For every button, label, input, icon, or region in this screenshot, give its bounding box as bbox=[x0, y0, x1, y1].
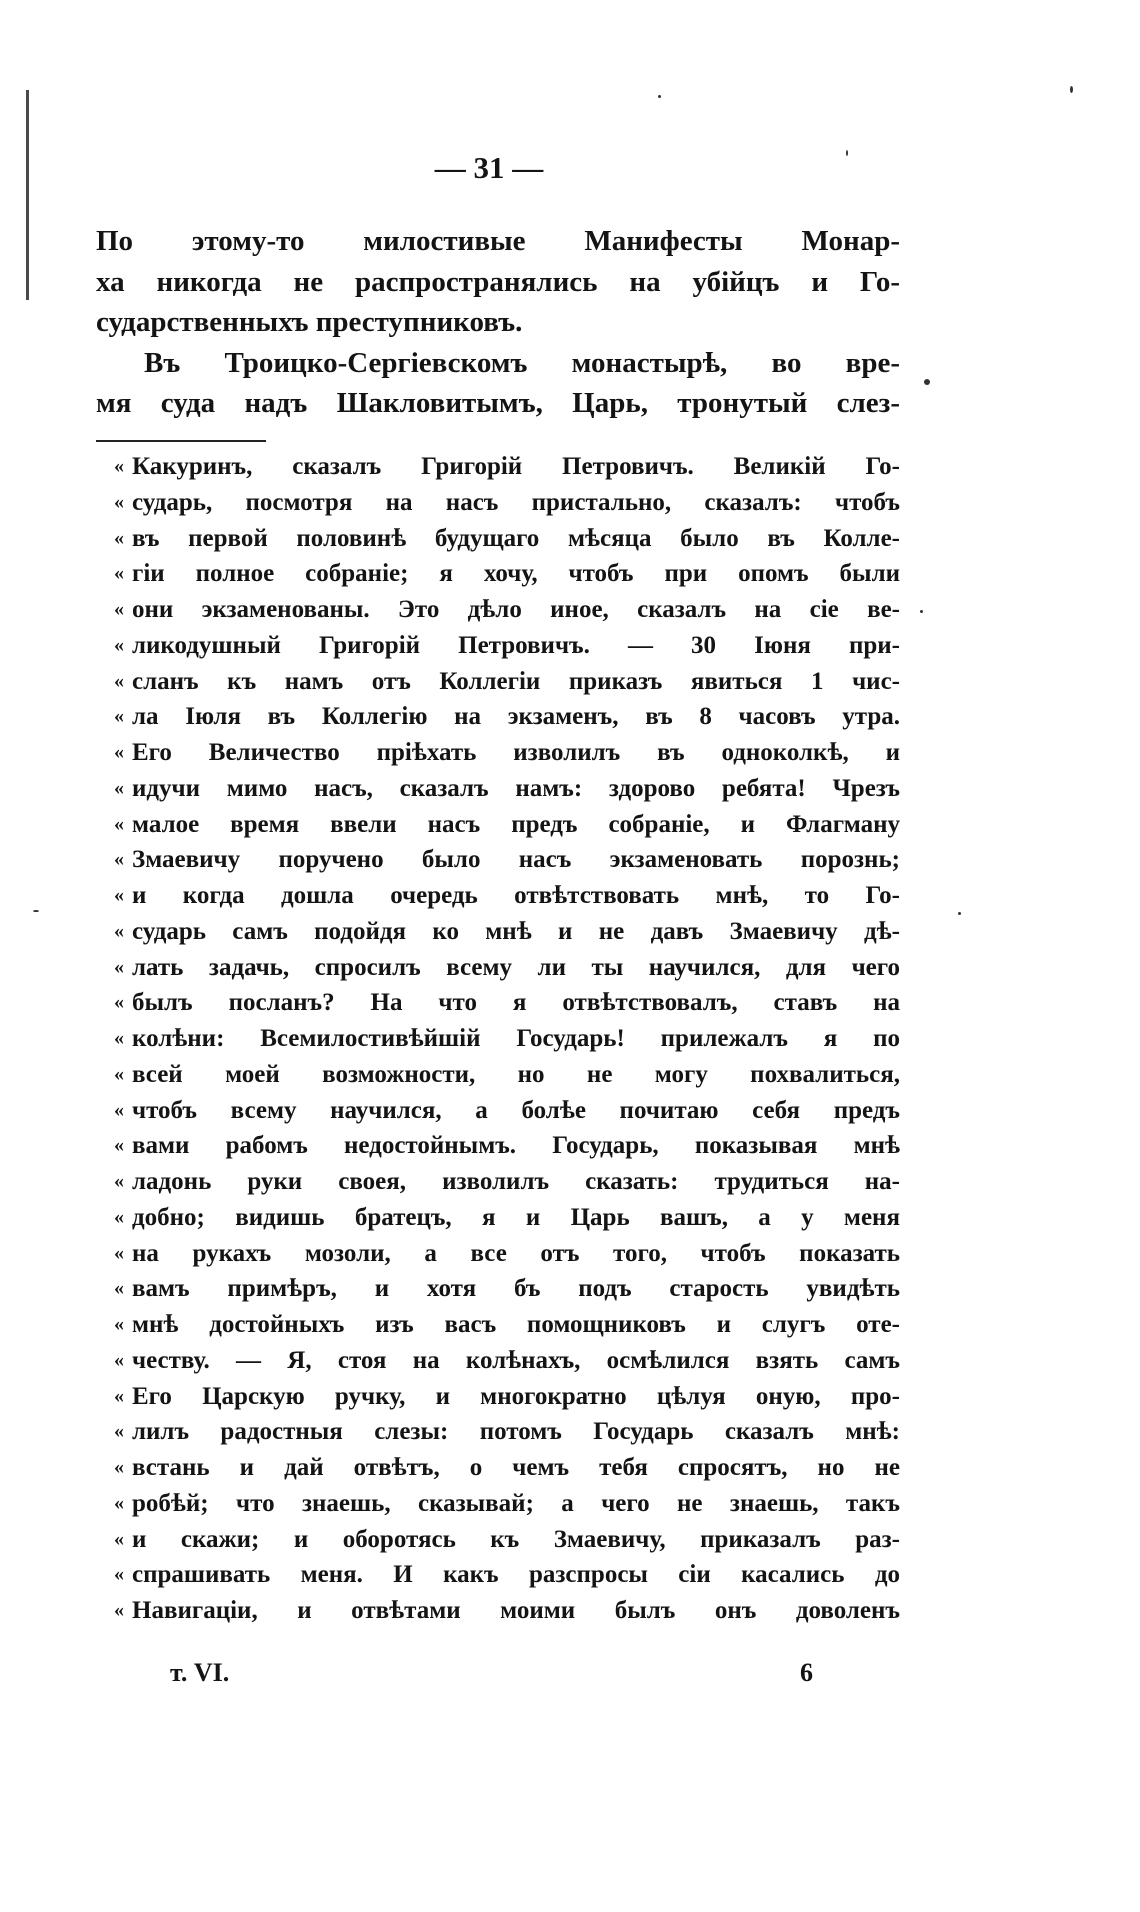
footnote-line: « и скажи; и оборотясь къ Змаевичу, приказалъ раз- bbox=[132, 1522, 900, 1558]
footnote-line: « они экзаменованы. Это дѣло иное, сказалъ на сіе ве- bbox=[132, 592, 900, 628]
scan-speck bbox=[958, 912, 961, 915]
scan-speck bbox=[33, 910, 39, 912]
footnote-line: « былъ посланъ? На что я отвѣтствовалъ, ставъ на bbox=[132, 985, 900, 1021]
footnote-line: « сударь самъ подойдя ко мнѣ и не давъ Змаевичу дѣ- bbox=[132, 914, 900, 950]
main-text bbox=[96, 221, 900, 424]
footnote-line: « вамъ примѣръ, и хотя бъ подъ старость увидѣть bbox=[132, 1271, 900, 1307]
scan-edge-mark bbox=[26, 90, 29, 300]
scan-speck bbox=[924, 379, 930, 385]
footnote-line: « Его Величество пріѣхать изволилъ въ одноколкѣ, и bbox=[132, 735, 900, 771]
page-number: — 31 — bbox=[434, 150, 544, 185]
footnote-line: « Змаевичу поручено было насъ экзаменовать порознь; bbox=[132, 842, 900, 878]
footnote-line: « на рукахъ мозоли, а все отъ того, чтобъ показать bbox=[132, 1236, 900, 1272]
footnote-line: « гіи полное собраніе; я хочу, чтобъ при опомъ были bbox=[132, 556, 900, 592]
footnote-line: « вами рабомъ недостойнымъ. Государь, показывая мнѣ bbox=[132, 1128, 900, 1164]
footnote-line: « лать задачь, спросилъ всему ли ты научился, для чего bbox=[132, 950, 900, 986]
scan-speck bbox=[1070, 86, 1073, 93]
footnote-line: « встань и дай отвѣтъ, о чемъ тебя спросятъ, но не bbox=[132, 1450, 900, 1486]
main-text-line: ха никогда не распространялись на убійцъ и Го- bbox=[96, 265, 900, 298]
footnote-line: « Его Царскую ручку, и многократно цѣлуя оную, про- bbox=[132, 1379, 900, 1415]
footnote-line: « идучи мимо насъ, сказалъ намъ: здорово ребята! Чрезъ bbox=[132, 771, 900, 807]
sheet-number: 6 bbox=[800, 1658, 813, 1687]
scan-speck bbox=[658, 95, 661, 98]
footnote-line: « ликодушный Григорій Петровичъ. — 30 Іюня при- bbox=[132, 628, 900, 664]
footnote-line: « ла Іюля въ Коллегію на экзаменъ, въ 8 часовъ утра. bbox=[132, 699, 900, 735]
signature-mark: т. VI. bbox=[170, 1658, 230, 1687]
footnote-line: « всей моей возможности, но не могу похвалиться, bbox=[132, 1057, 900, 1093]
main-text-line: мя суда надъ Шакловитымъ, Царь, тронутый слез- bbox=[96, 387, 900, 419]
footnote-line: « сударь, посмотря на насъ пристально, сказалъ: чтобъ bbox=[132, 485, 900, 521]
footnote-line: « въ первой половинѣ будущаго мѣсяца было въ Колле- bbox=[132, 521, 900, 557]
main-text-line: Въ Троицко-Сергіевскомъ монастырѣ, во вре- bbox=[144, 346, 900, 379]
footnote-rule bbox=[96, 440, 266, 442]
footnote-line: « добно; видишь братецъ, я и Царь вашъ, а у меня bbox=[132, 1200, 900, 1236]
footnote-line: « мнѣ достойныхъ изъ васъ помощниковъ и слугъ оте- bbox=[132, 1307, 900, 1343]
main-text-line: сударственныхъ преступниковъ. bbox=[96, 306, 523, 338]
footnote-line: « Навигаціи, и отвѣтами моими былъ онъ доволенъ bbox=[132, 1593, 900, 1629]
footnote-line: « колѣни: Всемилостивѣйшій Государь! прилежалъ я по bbox=[132, 1021, 900, 1057]
scan-speck bbox=[920, 610, 923, 613]
footnote-line: « лилъ радостныя слезы: потомъ Государь сказалъ мнѣ: bbox=[132, 1414, 900, 1450]
footnote-line: « робѣй; что знаешь, сказывай; а чего не знаешь, такъ bbox=[132, 1486, 900, 1522]
footnote-line: « и когда дошла очередь отвѣтствовать мнѣ, то Го- bbox=[132, 878, 900, 914]
footnote-line: « малое время ввели насъ предъ собраніе, и Флагману bbox=[132, 807, 900, 843]
footnote-line: « ладонь руки своея, изволилъ сказать: трудиться на- bbox=[132, 1164, 900, 1200]
footnote-line: « чтобъ всему научился, а болѣе почитаю себя предъ bbox=[132, 1093, 900, 1129]
footnote-line: « сланъ къ намъ отъ Коллегіи приказъ явиться 1 чис- bbox=[132, 664, 900, 700]
footnote bbox=[132, 449, 900, 1629]
footnote-line: « спрашивать меня. И какъ разспросы сіи касались до bbox=[132, 1557, 900, 1593]
footnote-line: « честву. — Я, стоя на колѣнахъ, осмѣлился взять самъ bbox=[132, 1343, 900, 1379]
main-text-line: По этому-то милостивые Манифесты Монар- bbox=[96, 225, 900, 257]
footnote-line: « Какуринъ, сказалъ Григорій Петровичъ. Великій Го- bbox=[132, 449, 900, 485]
scan-speck bbox=[846, 150, 848, 156]
